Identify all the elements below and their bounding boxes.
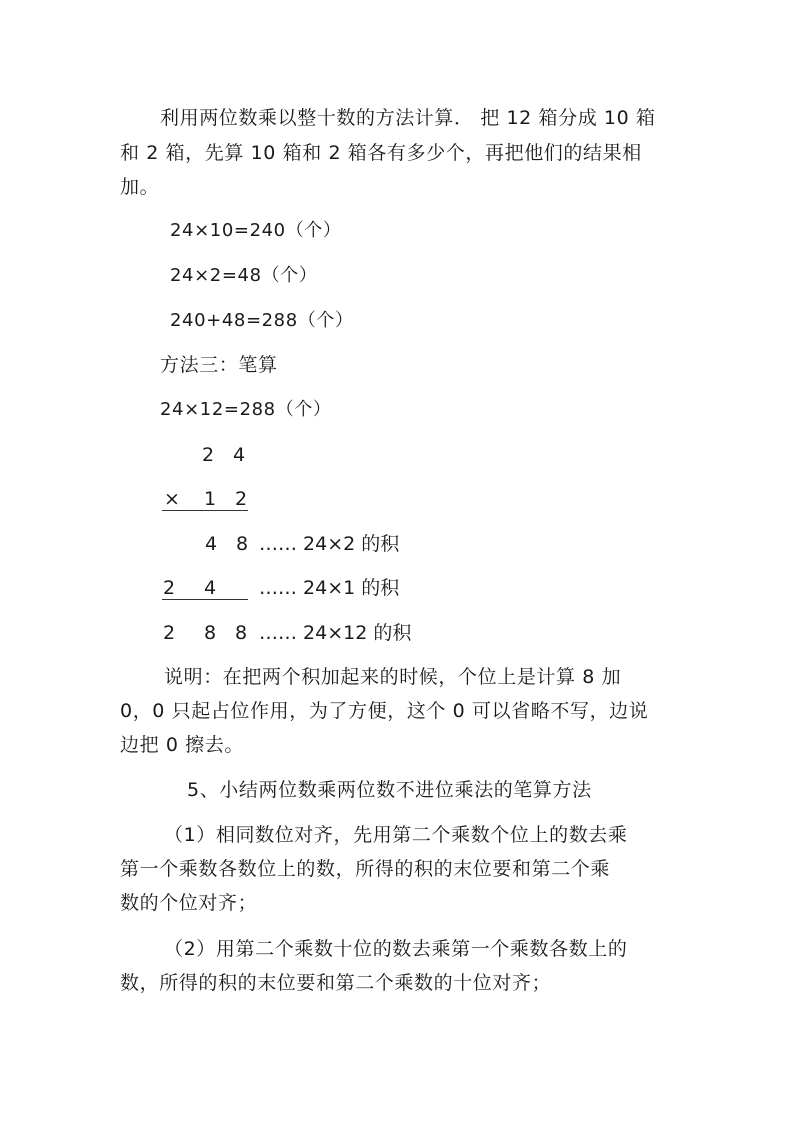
equation-1: 24×10=240（个）	[170, 220, 342, 241]
intro-line-1: 利用两位数乘以整十数的方法计算． 把 12 箱分成 10 箱	[160, 107, 656, 129]
underline-rule	[162, 599, 248, 600]
digit: 8	[236, 533, 249, 555]
intro-line-3: 加。	[120, 176, 160, 198]
digit: 4	[204, 577, 217, 599]
explanation-line-3: 边把 0 擦去。	[120, 734, 244, 756]
digit: 8	[204, 622, 217, 644]
digit: 1	[204, 488, 217, 510]
digit: 2	[163, 622, 176, 644]
digit: 2	[235, 488, 248, 510]
explanation-line-1: 说明：在把两个积加起来的时候，个位上是计算 8 加	[164, 666, 622, 688]
summary-heading: 5、小结两位数乘两位数不进位乘法的笔算方法	[187, 779, 592, 801]
summary-point1-line-3: 数的个位对齐；	[120, 892, 258, 914]
digit: 8	[235, 622, 248, 644]
equation-2: 24×2=48（个）	[170, 265, 318, 286]
multiply-sign: ×	[164, 488, 180, 510]
method3-equation: 24×12=288（个）	[160, 399, 332, 420]
partial-product-note: …… 24×1 的积	[259, 577, 400, 599]
summary-point2-line-2: 数，所得的积的末位要和第二个乘数的十位对齐；	[120, 972, 552, 994]
explanation-line-2: 0，0 只起占位作用，为了方便，这个 0 可以省略不写，边说	[120, 700, 649, 722]
underline-rule	[162, 510, 248, 511]
product-note: …… 24×12 的积	[259, 622, 412, 644]
summary-point1-line-1: （1）相同数位对齐，先用第二个乘数个位上的数去乘	[164, 824, 628, 846]
method3-heading: 方法三：笔算	[160, 354, 278, 376]
digit: 4	[205, 533, 218, 555]
intro-line-2: 和 2 箱，先算 10 箱和 2 箱各有多少个，再把他们的结果相	[120, 142, 642, 164]
digit: 4	[233, 444, 246, 466]
equation-3: 240+48=288（个）	[170, 310, 354, 331]
partial-product-note: …… 24×2 的积	[259, 533, 400, 555]
digit: 2	[202, 444, 215, 466]
summary-point1-line-2: 第一个乘数各数位上的数，所得的积的末位要和第二个乘	[120, 858, 611, 880]
digit: 2	[163, 577, 176, 599]
summary-point2-line-1: （2）用第二个乘数十位的数去乘第一个乘数各数上的	[164, 938, 628, 960]
